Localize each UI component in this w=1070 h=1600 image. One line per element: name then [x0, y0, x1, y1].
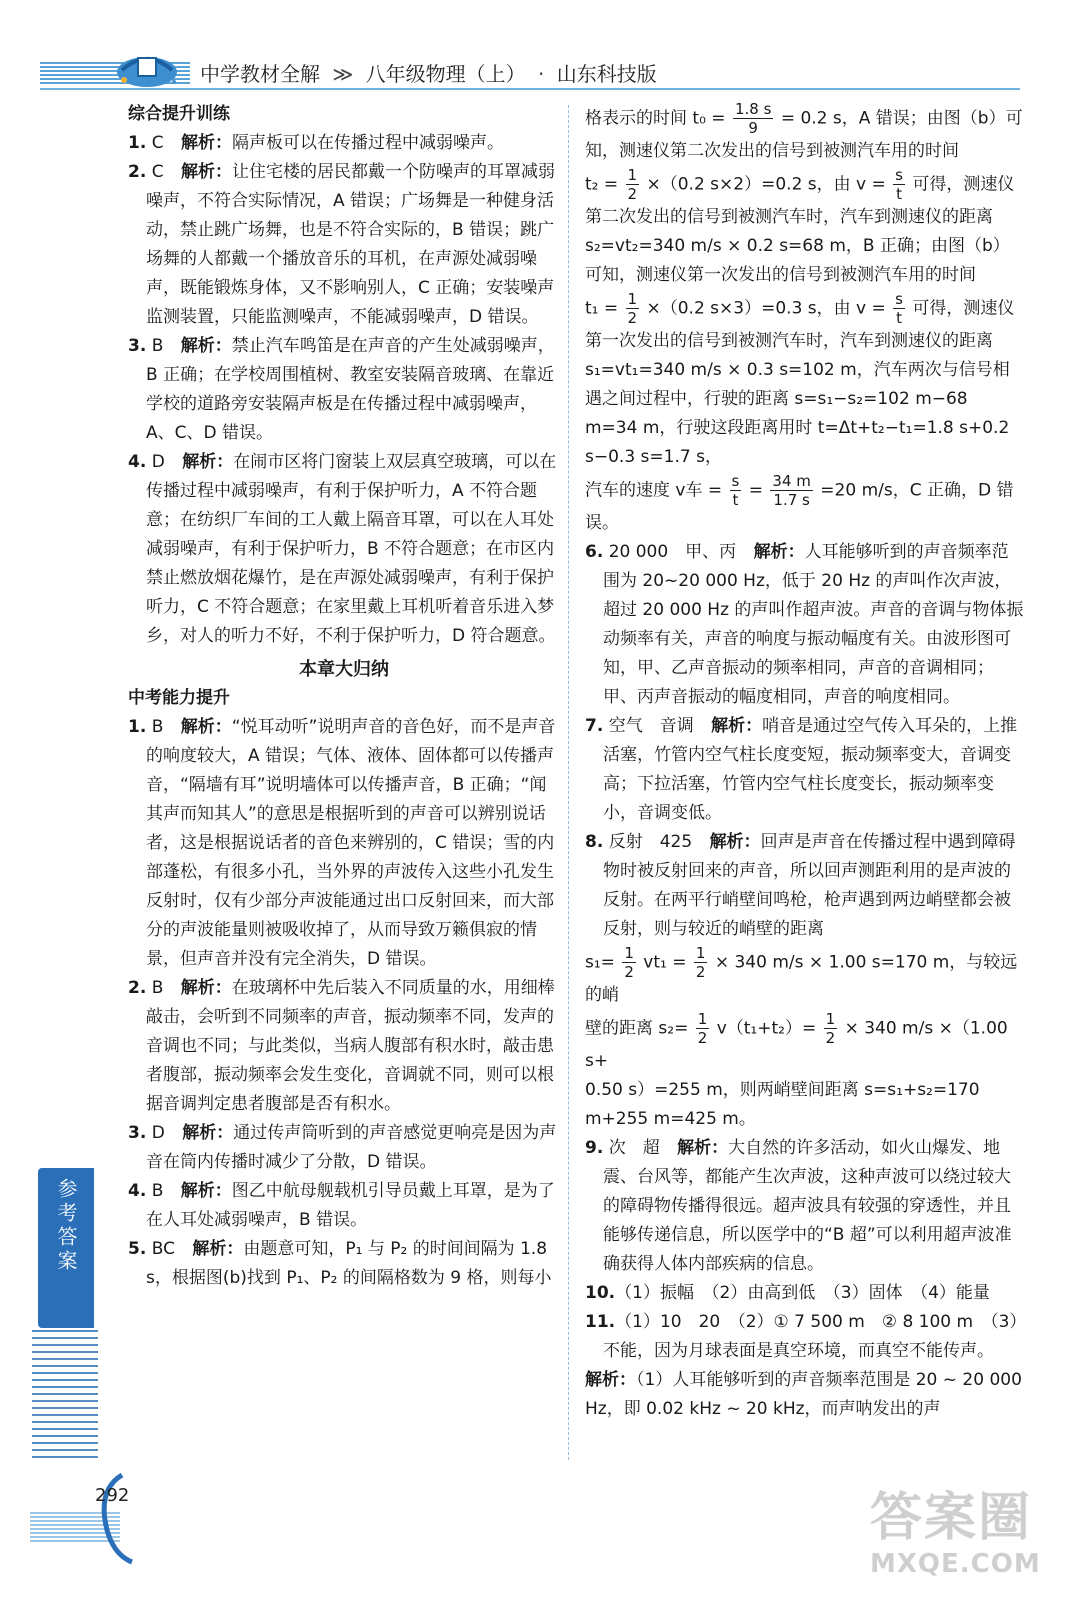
- fraction: [893, 290, 905, 327]
- denominator: 2: [825, 1029, 836, 1047]
- denominator: 1.7 s: [773, 491, 810, 509]
- denominator: t: [896, 309, 903, 327]
- fraction: [824, 1010, 838, 1047]
- item-number: 1.: [128, 133, 147, 153]
- fraction: [733, 100, 773, 137]
- answer-item: [128, 713, 560, 974]
- answer-item: [585, 1134, 1025, 1279]
- formula-text: t₁ =: [585, 298, 619, 319]
- answer-item: [128, 332, 560, 448]
- book-title: 中学教材全解: [200, 62, 320, 86]
- edition-title: 山东科技版: [556, 62, 657, 86]
- book-logo-icon: [112, 44, 182, 90]
- subject-title: 八年级物理（上）: [365, 62, 526, 86]
- answer-item: [585, 1308, 1025, 1366]
- numerator: 1: [627, 290, 638, 308]
- header-line: [40, 88, 1020, 90]
- item-answer: C: [151, 133, 164, 153]
- item-answer: B: [151, 978, 164, 998]
- chapter-title: 本章大归纳: [299, 659, 389, 680]
- numerator: 1: [624, 944, 634, 962]
- numerator: 34 m: [772, 472, 811, 490]
- analysis-text: 由题意可知，P₁ 与 P₂ 的时间间隔为 1.8 s，根据图(b)找到 P₁、P₂ 的间隔格数为 9 格，则每小: [146, 1239, 552, 1288]
- numerator: 1: [695, 944, 706, 962]
- answer-item: [128, 1177, 560, 1235]
- formula-text: =: [748, 480, 764, 501]
- analysis-text: 让住宅楼的居民都戴一个防噪声的耳罩减弱噪声，不符合实际情况，A 错误；广场舞是一种健身活动，禁止跳广场舞，也是不符合实际的，B 错误；跳广场舞的人都戴一个播放音乐的耳机，在声源处减弱噪声，既能锻炼身体，又不影响别人，C 正确；安装噪声监测装置，只能监测噪声，不能减弱噪声，D 错误。: [146, 162, 555, 327]
- denominator: 2: [627, 309, 638, 327]
- item-answer: 次 超: [608, 1138, 660, 1158]
- watermark-top: 答案圈: [870, 1488, 1033, 1548]
- answer-item: [585, 712, 1025, 828]
- denominator: 2: [697, 1029, 708, 1047]
- denominator: 2: [624, 963, 634, 981]
- formula-text: × 340 m/s × 1.00 s=170 m，与较远的峭: [585, 952, 1018, 1005]
- formula-text: = 0.2 s，A 错误；由图（b）可知，测速仪第二次发出的信号到被测汽车用的时间: [585, 108, 1023, 161]
- item-answer: D: [151, 1123, 165, 1143]
- item-answer: 20 000 甲、丙: [608, 542, 737, 562]
- section-title: 综合提升训练: [128, 104, 230, 124]
- q8-tail: 0.50 s）=255 m，则两峭壁间距离 s=s₁+s₂=170 m+255 m=425 m。: [585, 1080, 980, 1129]
- q5-continuation: [585, 166, 1025, 290]
- formula-text: s₁=: [585, 952, 615, 973]
- analysis-label: 解析：: [182, 1123, 234, 1143]
- item-answer: 反射 425: [608, 832, 693, 852]
- item-answer: B: [151, 1181, 164, 1201]
- item-answer: C: [151, 162, 164, 182]
- analysis-label: 解析：: [711, 716, 763, 736]
- answer-item: [128, 448, 560, 651]
- page-header: [0, 0, 1070, 100]
- item-number: 3.: [128, 336, 147, 356]
- item-number: 2.: [128, 978, 147, 998]
- item-answer: B: [151, 336, 164, 356]
- item-number: 7.: [585, 716, 604, 736]
- header-arrow: ≫: [332, 62, 354, 86]
- formula-text: v（t₁+t₂）=: [716, 1018, 817, 1039]
- analysis-text: 图乙中航母舰载机引导员戴上耳罩，是为了在人耳处减弱噪声，B 错误。: [146, 1181, 555, 1230]
- item-number: 8.: [585, 832, 604, 852]
- fraction: [694, 944, 708, 981]
- analysis-text: 人耳能够听到的声音频率范围为 20~20 000 Hz，低于 20 Hz 的声叫作次声波，超过 20 000 Hz 的声叫作超声波。声音的音调与物体振动频率有关，声音的响度与振动幅度有关。由波形图可知，甲、乙声音振动的频率相同，声音的音调相同；甲、丙声音振动的幅度相同，声音的响度相同。: [603, 542, 1024, 707]
- analysis-text: 回声是声音在传播过程中遇到障碍物时被反射回来的声音，所以回声测距利用的是声波的反射。在两平行峭壁间鸣枪，枪声遇到两边峭壁都会被反射，则与较近的峭壁的距离: [603, 832, 1016, 939]
- answer-item: [128, 1119, 560, 1177]
- formula-text: 壁的距离 s₂=: [585, 1018, 689, 1039]
- formula-text: 可得，测速仪第一次发出的信号到被测汽车时，汽车到测速仪的距离 s₁=vt₁=340 m/s × 0.3 s=102 m，汽车两次与信号相遇之间过程中，行驶的距离 s=s₁−s₂=102 m−68 m=34 m，行驶这段距离用时 t=Δt+t₂−t₁=1.8 s+0.2 s−0.3 s=1.7 s，: [585, 298, 1015, 467]
- analysis-label: 解析：: [677, 1138, 729, 1158]
- item-answer: B: [151, 717, 164, 737]
- q8-formula: [585, 944, 1025, 1010]
- item-number: 4.: [128, 452, 147, 472]
- analysis-label: 解析：: [180, 1181, 232, 1201]
- fraction: [696, 1010, 710, 1047]
- analysis-text: 哨音是通过空气传入耳朵的，上推活塞，竹管内空气柱长度变短，振动频率变大，音调变高；下拉活塞，竹管内空气柱长度变长，振动频率变小，音调变低。: [603, 716, 1018, 823]
- item-answer: 空气 音调: [608, 716, 694, 736]
- analysis-text: （1）人耳能够听到的声音频率范围是 20 ~ 20 000 Hz，即 0.02 kHz ~ 20 kHz，而声呐发出的声: [585, 1370, 1022, 1419]
- analysis-text: 隔声板可以在传播过程中减弱噪声。: [231, 133, 504, 153]
- numerator: s: [731, 472, 740, 490]
- formula-text: × 340 m/s ×（1.00 s+: [585, 1018, 1008, 1071]
- item-number: 6.: [585, 542, 604, 562]
- side-tab-stripes: [32, 1330, 98, 1460]
- fraction: [622, 944, 636, 981]
- answer-item: [128, 129, 560, 158]
- analysis-text: 在闹市区将门窗装上双层真空玻璃，可以在传播过程中减弱噪声，有利于保护听力，A 不符合题意；在纺织厂车间的工人戴上隔音耳罩，可以在人耳处减弱噪声，有利于保护听力，B 不符合题意；在市区内禁止燃放烟花爆竹，是在声源处减弱噪声，有利于保护听力，C 不符合题意；在家里戴上耳机听着音乐进入梦乡，对人的听力不好，不利于保护听力，D 符合题意。: [146, 452, 557, 646]
- section-title: 中考能力提升: [128, 688, 230, 708]
- fraction: [626, 290, 640, 327]
- item-number: 5.: [128, 1239, 147, 1259]
- fraction: [893, 166, 905, 203]
- analysis-label: 解析：: [753, 542, 805, 562]
- denominator: 2: [627, 185, 638, 203]
- column-divider: [568, 105, 569, 1460]
- q11-analysis: [585, 1366, 1025, 1424]
- item-number: 1.: [128, 717, 147, 737]
- numerator: s: [895, 166, 903, 184]
- header-title: [200, 58, 657, 87]
- answer-text: （1）振幅 （2）由高到低 （3）固体 （4）能量: [615, 1283, 990, 1303]
- q5-continuation: [585, 100, 1025, 166]
- item-number: 9.: [585, 1138, 604, 1158]
- analysis-label: 解析：: [180, 978, 232, 998]
- item-answer: BC: [151, 1239, 175, 1259]
- formula-text: 汽车的速度 v车 =: [585, 480, 723, 501]
- formula-text: 格表示的时间 t₀ =: [585, 108, 726, 129]
- numerator: s: [895, 290, 903, 308]
- fraction: [626, 166, 640, 203]
- analysis-text: 大自然的许多活动，如火山爆发、地震、台风等，都能产生次声波，这种声波可以绕过较大的障碍物传播得很远。超声波具有较强的穿透性，并且能够传递信息，所以医学中的“B 超”可以利用超声波准确获得人体内部疾病的信息。: [603, 1138, 1012, 1274]
- side-tab-label: 参考答案: [54, 1178, 78, 1274]
- q5-continuation: [585, 290, 1025, 472]
- answer-item: [128, 1235, 560, 1293]
- answer-item: [585, 828, 1025, 944]
- formula-text: 可得，测速仪第二次发出的信号到被测汽车时，汽车到测速仪的距离 s₂=vt₂=340 m/s × 0.2 s=68 m，B 正确；由图（b）可知，测速仪第一次发出的信号到被测汽车用的时间: [585, 174, 1015, 285]
- watermark-bottom: MXQE.COM: [870, 1549, 1041, 1579]
- formula-text: t₂ =: [585, 174, 619, 195]
- numerator: 1.8 s: [734, 100, 772, 118]
- analysis-text: 禁止汽车鸣笛是在声音的产生处减弱噪声，B 正确；在学校周围植树、教室安装隔音玻璃、在靠近学校的道路旁安装隔声板是在传播过程中减弱噪声，A、C、D 错误。: [146, 336, 555, 443]
- analysis-text: “悦耳动听”说明声音的音色好，而不是声音的响度较大，A 错误；气体、液体、固体都可以传播声音，“隔墙有耳”说明墙体可以传播声音，B 正确；“闻其声而知其人”的意思是根据听到的声音可以辨别说话者，这是根据说话者的音色来辨别的，C 错误；雪的内部蓬松，有很多小孔，当外界的声波传入这些小孔发生反射时，仅有少部分声波能通过出口反射回来，而大部分的声波能量则被吸收掉了，从而导致万籁俱寂的情景，但声音并没有完全消失，D 错误。: [146, 717, 556, 969]
- item-number: 4.: [128, 1181, 147, 1201]
- fraction: [730, 472, 742, 509]
- watermark: [870, 1488, 1045, 1593]
- item-number: 10.: [585, 1283, 616, 1303]
- answer-item: [128, 158, 560, 332]
- analysis-label: 解析：: [709, 832, 761, 852]
- analysis-text: 在玻璃杯中先后装入不同质量的水，用细棒敲击，会听到不同频率的声音，振动频率不同，发声的音调也不同；与此类似，当病人腹部有积水时，敲击患者腹部，振动频率会发生变化，音调就不同，则可以根据音调判定患者腹部是否有积水。: [146, 978, 555, 1114]
- side-tab: [38, 1168, 94, 1328]
- fraction: [770, 472, 812, 509]
- analysis-label: 解析：: [192, 1239, 244, 1259]
- denominator: 2: [695, 963, 706, 981]
- numerator: 1: [697, 1010, 708, 1028]
- denominator: t: [896, 185, 903, 203]
- left-column: [128, 100, 560, 1293]
- right-column: [585, 100, 1025, 1424]
- item-number: 2.: [128, 162, 147, 182]
- numerator: 1: [825, 1010, 836, 1028]
- analysis-label: 解析：: [180, 133, 232, 153]
- answer-item: [585, 1279, 1025, 1308]
- analysis-label: 解析：: [585, 1370, 636, 1390]
- formula-text: vt₁ =: [643, 952, 687, 973]
- answer-item: [128, 974, 560, 1119]
- analysis-label: 解析：: [182, 452, 234, 472]
- numerator: 1: [627, 166, 638, 184]
- item-number: 11.: [585, 1312, 616, 1332]
- formula-text: ×（0.2 s×2）=0.2 s，由 v =: [646, 174, 886, 195]
- item-answer: D: [151, 452, 165, 472]
- item-number: 3.: [128, 1123, 147, 1143]
- analysis-text: 通过传声筒听到的声音感觉更响亮是因为声音在筒内传播时减少了分散，D 错误。: [146, 1123, 557, 1172]
- answer-item: [585, 538, 1025, 712]
- denominator: t: [732, 491, 739, 509]
- analysis-label: 解析：: [180, 336, 232, 356]
- formula-text: ×（0.2 s×3）=0.3 s，由 v =: [646, 298, 886, 319]
- q8-formula: [585, 1010, 1025, 1076]
- header-dot: ·: [538, 62, 545, 86]
- answer-text: （1）10 20 （2）① 7 500 m ② 8 100 m （3）不能，因为月球表面是真空环境，而真空不能传声。: [603, 1312, 1018, 1361]
- q5-continuation: [585, 472, 1025, 538]
- analysis-label: 解析：: [180, 162, 232, 182]
- analysis-label: 解析：: [180, 717, 232, 737]
- denominator: 9: [748, 119, 758, 137]
- page-number: 292: [95, 1485, 130, 1506]
- formula-text: =20 m/s，C 正确，D 错误。: [585, 480, 1014, 533]
